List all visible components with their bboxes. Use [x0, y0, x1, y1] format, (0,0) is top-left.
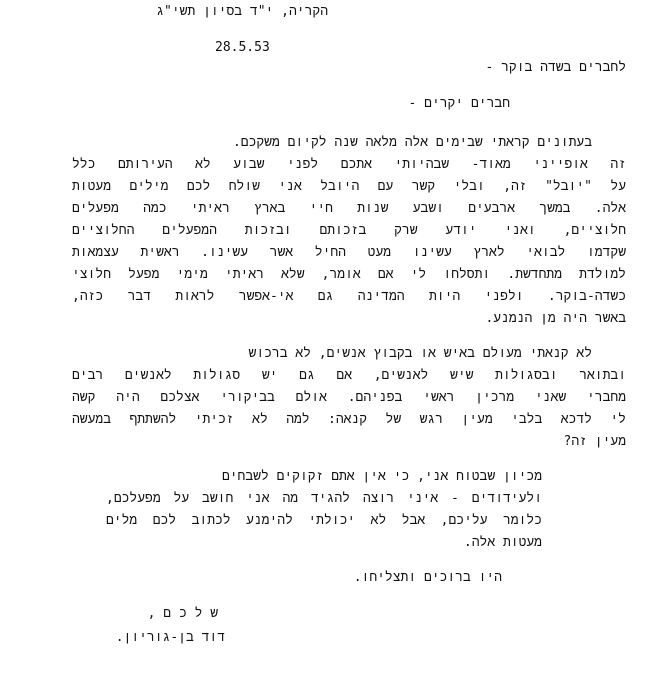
- letter-place-date: הקריה, י"ד בסיון תשי"ג: [156, 4, 328, 19]
- letter-signature: דוד בן-גוריון.: [115, 630, 225, 645]
- paragraph-line: לא קנאתי מעולם באיש או בקבוץ אנשים, לא ברכוש: [248, 346, 592, 361]
- letter-greeting: חברים יקרים -: [408, 96, 510, 111]
- letter-recipient: לחברים בשדה בוקר -: [485, 60, 626, 75]
- paragraph-line: בעתונים קראתי שבימים אלה מלאה שנה לקיום משקכם.: [232, 135, 592, 150]
- paragraph-line: שקדמו לבואי לארץ עשינו מעט החיל אשר עשינו. ראשית עצמאות: [72, 245, 626, 260]
- letter-closing-word: ש ל כ ם ,: [147, 606, 218, 621]
- paragraph-line: לי לדכא בלבי מעין רגש של קנאה: למה לא זכיתי להשתתף במעשה: [72, 412, 626, 427]
- paragraph-line: באשר היה מן הנמנע.: [485, 311, 626, 326]
- paragraph-line: כשדה-בוקר. ולפני היות המדינה גם אי-אפשר לראות דבר כזה,: [72, 289, 626, 304]
- paragraph-line: מעין זה?: [563, 434, 626, 449]
- paragraph-line: ובתואר ובסגולות שיש לאנשים, אם גם יש סגולות לאנשים רבים: [72, 368, 626, 383]
- paragraph-line: אלה. במשך ארבעים ושבע שנות חיי בארץ ראיתי כמה מפעלים: [72, 201, 626, 216]
- letter-closing-blessing: היו ברוכים ותצליחו.: [353, 570, 502, 585]
- paragraph-line: ולעידודים - איני רוצה להגיד מה אני חושב על מפעלכם,: [106, 491, 542, 506]
- paragraph-line: כלומר עליכם, אבל לא יכולתי להימנע לכתוב לכם מלים: [106, 513, 542, 528]
- paragraph-line: מחברי שאני מרכין ראשי בפניהם. אולם בביקורי אצלכם היה קשה: [72, 390, 626, 405]
- paragraph-line: על "יובל" זה, ובלי קשר עם היובל אני שולח לכם מילים מעטות: [72, 179, 626, 194]
- paragraph-line: מעטות אלה.: [463, 535, 542, 550]
- letter-date-numeric: 28.5.53: [215, 40, 270, 55]
- paragraph-line: מכיון שבטוח אני, כי אין אתם זקוקים לשבחים: [221, 469, 542, 484]
- paragraph-line: למולדת מתחדשת. ותסלחו לי אם אומר, שלא ראיתי מימי מפעל חלוצי: [72, 267, 626, 282]
- paragraph-line: חלוציים, ואני יודע שרק בזכותם ובזכות המפעלים החלוציים: [72, 223, 626, 238]
- paragraph-line: זה אופייני מאוד- שבהיותי אתכם לפני שבוע לא העירותם כלל: [72, 157, 626, 172]
